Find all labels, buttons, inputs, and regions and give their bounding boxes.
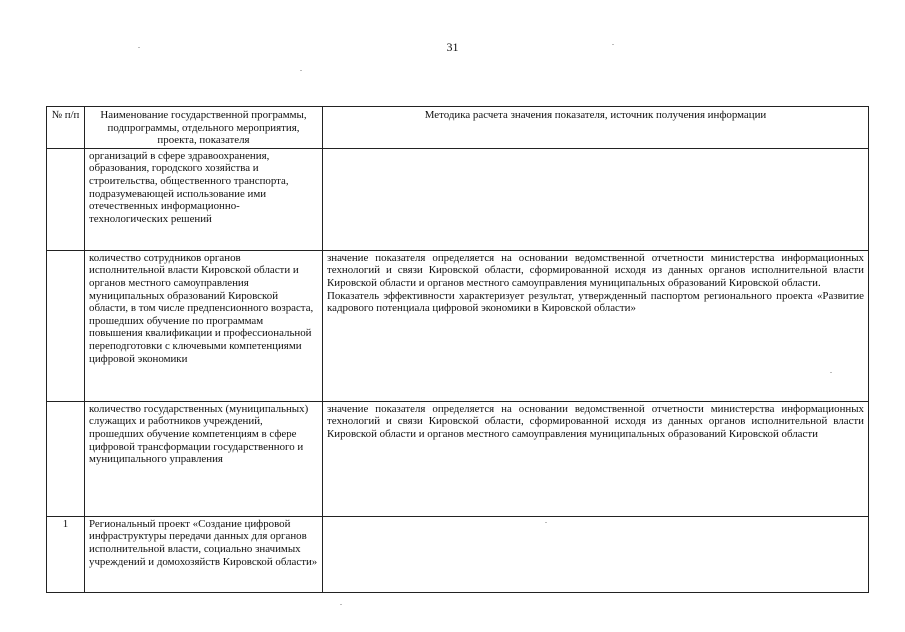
- method-paragraph: Показатель эффективности характеризует результат, утвержденный паспортом регионального проекта «Развитие кадрового потенциала цифровой экономики в Кировской области»: [327, 289, 864, 315]
- row-method: [323, 516, 869, 592]
- row-num: 1: [47, 516, 85, 592]
- scan-speck: [138, 47, 140, 48]
- table-row: [47, 401, 869, 516]
- header-method: Методика расчета значения показателя, источник получения информации: [323, 107, 869, 149]
- scan-speck: [300, 70, 302, 71]
- scan-speck: [612, 44, 614, 45]
- header-num: № п/п: [47, 107, 85, 149]
- table-row: [47, 148, 869, 250]
- row-method: [323, 401, 869, 516]
- row-method: [323, 148, 869, 250]
- row-num: [47, 148, 85, 250]
- row-name: количество государственных (муниципальных) служащих и работников учреждений, прошедших обучение компетенциям в сфере цифровой трансформации государственного и муниципального управления: [85, 401, 323, 516]
- row-name: количество сотрудников органов исполнительной власти Кировской области и органов местного самоуправления муниципальных образований Кировской области, в том числе предпенсионного возраста, прошедших обучение по программам повышения квалификации и профессиональной переподготовки с ключевыми компетенциями цифровой экономики: [85, 250, 323, 401]
- table-row: [47, 250, 869, 401]
- method-paragraph: значение показателя определяется на основании ведомственной отчетности министерства информационных технологий и связи Кировской области, сформированной исходя из данных органов исполнительной власти Кировской области и органов местного самоуправления муниципальных образований Кировской области: [327, 402, 864, 440]
- row-method: [323, 250, 869, 401]
- row-num: [47, 401, 85, 516]
- method-paragraph: значение показателя определяется на основании ведомственной отчетности министерства информационных технологий и связи Кировской области, сформированной исходя из данных органов исполнительной власти Кировской области и органов местного самоуправления муниципальных образований Кировской области.: [327, 251, 864, 289]
- row-name: организаций в сфере здравоохранения, образования, городского хозяйства и строительства, общественного транспорта, подразумевающей использование ими отечественных информационно-технологических решений: [85, 148, 323, 250]
- methodology-table: [46, 106, 869, 593]
- row-name: Региональный проект «Создание цифровой инфраструктуры передачи данных для органов исполнительной власти, социально значимых учреждений и домохозяйств Кировской области»: [85, 516, 323, 592]
- scan-speck: [545, 522, 547, 523]
- row-num: [47, 250, 85, 401]
- page-number: 31: [446, 40, 459, 54]
- table-row: [47, 516, 869, 592]
- header-name: Наименование государственной программы, подпрограммы, отдельного мероприятия, проекта, показателя: [85, 107, 323, 149]
- table-header-row: [47, 107, 869, 149]
- scan-speck: [340, 604, 342, 605]
- scan-speck: [830, 372, 832, 373]
